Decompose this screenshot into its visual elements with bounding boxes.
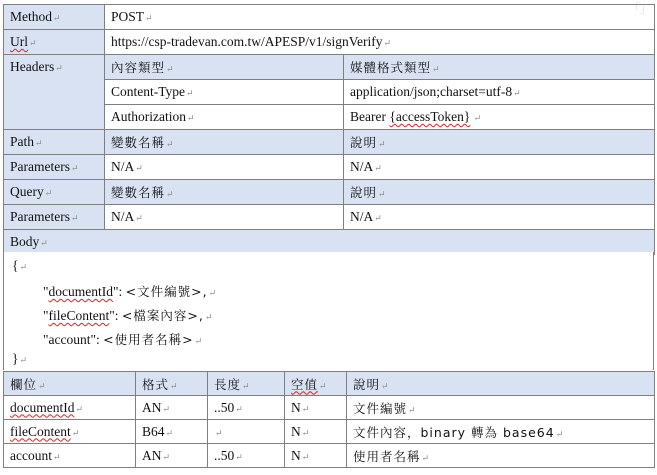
fields-col-null: 空值↵ — [285, 372, 347, 396]
field-desc: 文件編號↵ — [347, 396, 655, 420]
body-json-block — [3, 252, 654, 370]
fields-col-length: 長度↵ — [208, 372, 285, 396]
body-open-brace: {↵ — [12, 258, 28, 273]
body-line: "documentId": <文件編號>,↵ — [43, 284, 217, 299]
headers-col-media-type: 媒體格式類型↵ — [344, 55, 655, 80]
field-format: AN↵ — [136, 396, 208, 420]
table-row — [4, 444, 655, 468]
path-params-col-desc: 說明↵ — [344, 130, 655, 155]
table-row — [4, 396, 655, 420]
fields-col-desc: 說明↵ — [347, 372, 655, 396]
query-params-value-desc: N/A↵ — [344, 205, 655, 230]
field-name: account↵ — [4, 444, 136, 468]
headers-header-row — [4, 55, 655, 80]
fields-header-row — [4, 372, 655, 396]
query-params-label-2: Parameters↵ — [4, 205, 105, 230]
api-spec-table — [3, 4, 655, 255]
query-params-col-desc: 說明↵ — [344, 180, 655, 205]
field-name: fileContent↵ — [4, 420, 136, 444]
query-params-col-name: 變數名稱↵ — [105, 180, 344, 205]
field-desc: 使用者名稱↵ — [347, 444, 655, 468]
field-format: AN↵ — [136, 444, 208, 468]
path-params-label-2: Parameters↵ — [4, 155, 105, 180]
header-value: application/json;charset=utf-8↵ — [344, 80, 655, 105]
query-params-label-1: Query↵ — [4, 180, 105, 205]
url-value: https://csp-tradevan.com.tw/APESP/v1/signVerify↵ — [105, 30, 655, 55]
field-null: N↵ — [285, 444, 347, 468]
method-label: Method↵ — [4, 5, 105, 30]
field-null: N↵ — [285, 420, 347, 444]
header-value: Bearer {accessToken} ↵ — [344, 105, 655, 130]
path-params-value-row — [4, 155, 655, 180]
field-null: N↵ — [285, 396, 347, 420]
table-row — [4, 420, 655, 444]
path-params-header-row — [4, 130, 655, 155]
body-line: "fileContent": <檔案內容>,↵ — [43, 308, 213, 323]
field-length: ↵ — [208, 420, 285, 444]
path-params-value-desc: N/A↵ — [344, 155, 655, 180]
fields-col-format: 格式↵ — [136, 372, 208, 396]
body-line: "account": <使用者名稱>↵ — [43, 332, 203, 347]
url-label: Url↵ — [4, 30, 105, 55]
headers-label: Headers↵ — [4, 55, 105, 130]
body-label: Body↵ — [4, 230, 655, 255]
path-params-label-1: Path↵ — [4, 130, 105, 155]
headers-col-content-type: 內容類型↵ — [105, 55, 344, 80]
query-params-header-row — [4, 180, 655, 205]
path-params-value-name: N/A↵ — [105, 155, 344, 180]
url-row — [4, 30, 655, 55]
query-params-value-name: N/A↵ — [105, 205, 344, 230]
header-name: Authorization↵ — [105, 105, 344, 130]
field-length: ..50↵ — [208, 396, 285, 420]
query-params-value-row — [4, 205, 655, 230]
body-close-brace: }↵ — [12, 351, 28, 366]
header-name: Content-Type↵ — [105, 80, 344, 105]
corner-mark: 「」 — [629, 2, 651, 15]
field-format: B64↵ — [136, 420, 208, 444]
method-row — [4, 5, 655, 30]
field-name: documentId↵ — [4, 396, 136, 420]
field-length: ..50↵ — [208, 444, 285, 468]
fields-table — [3, 371, 655, 468]
body-label-row — [4, 230, 655, 255]
method-value: POST↵ — [105, 5, 655, 30]
field-desc: 文件內容，binary 轉為 base64↵ — [347, 420, 655, 444]
fields-col-field: 欄位↵ — [4, 372, 136, 396]
path-params-col-name: 變數名稱↵ — [105, 130, 344, 155]
